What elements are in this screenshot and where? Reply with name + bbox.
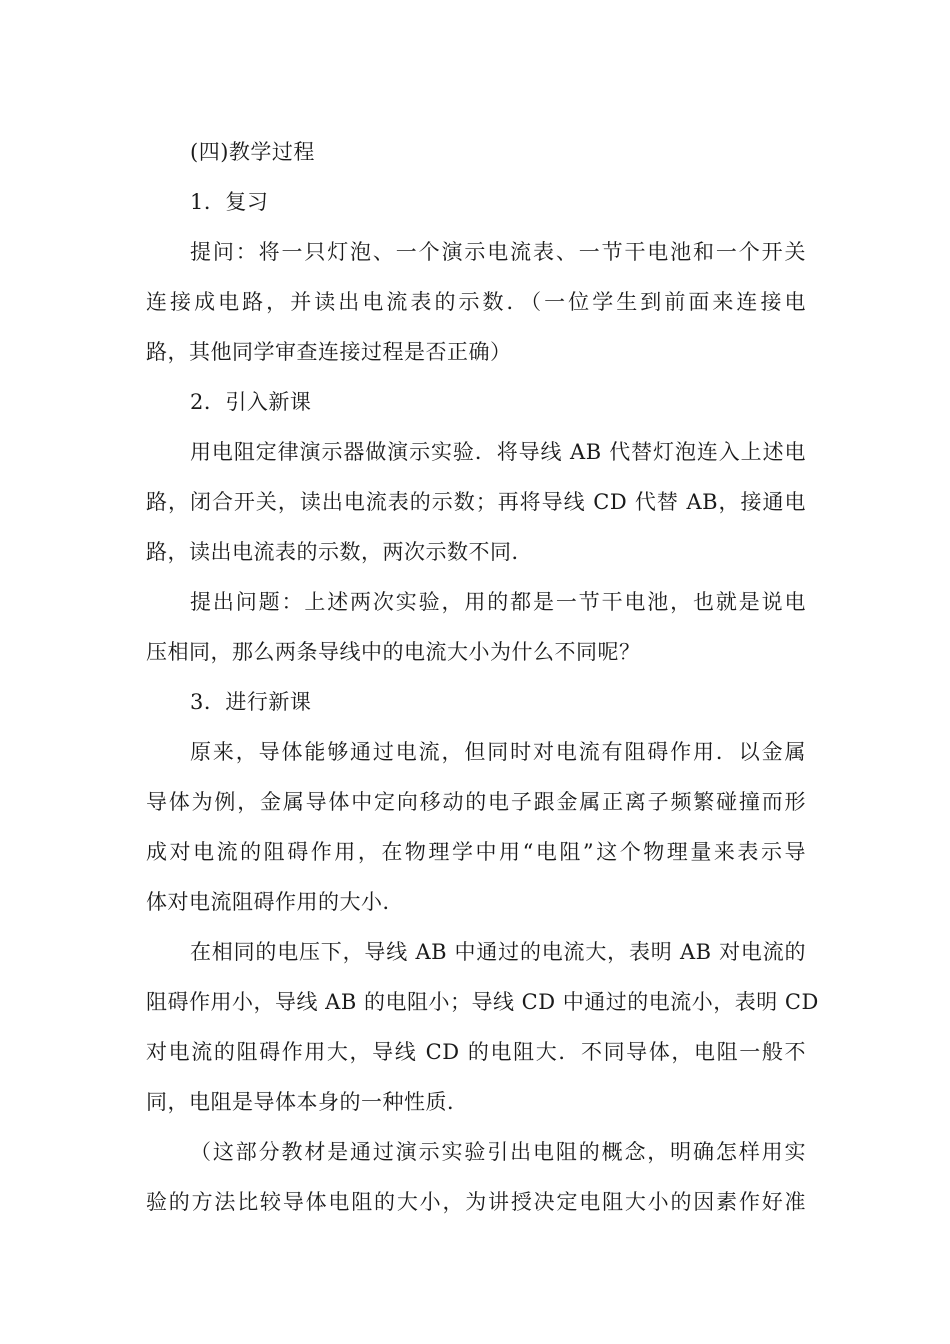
- step3-para2-line: 对电流的阻碍作用大，导线 CD 的电阻大．不同导体，电阻一般不: [146, 1040, 806, 1064]
- step2-para1-line: 路，读出电流表的示数，两次示数不同．: [146, 540, 533, 564]
- step2-para2-line: 提出问题：上述两次实验，用的都是一节干电池，也就是说电: [190, 590, 806, 614]
- step2-para1-line: 用电阻定律演示器做演示实验．将导线 AB 代替灯泡连入上述电: [190, 440, 806, 464]
- step1-para-line: 路，其他同学审查连接过程是否正确）: [146, 340, 512, 364]
- step2-heading: 2．引入新课: [190, 390, 312, 414]
- step3-para1-line: 成对电流的阻碍作用，在物理学中用“电阻”这个物理量来表示导: [146, 840, 806, 864]
- step3-para2-line: 在相同的电压下，导线 AB 中通过的电流大，表明 AB 对电流的: [190, 940, 806, 964]
- step3-para1-line: 原来，导体能够通过电流，但同时对电流有阻碍作用．以金属: [190, 740, 806, 764]
- step3-para1-line: 体对电流阻碍作用的大小．: [146, 890, 404, 914]
- step3-para2-line: 阻碍作用小，导线 AB 的电阻小；导线 CD 中通过的电流小，表明 CD: [146, 990, 819, 1014]
- section-heading: (四)教学过程: [190, 140, 315, 164]
- step3-para1-line: 导体为例，金属导体中定向移动的电子跟金属正离子频繁碰撞而形: [146, 790, 806, 814]
- step1-para-line: 提问：将一只灯泡、一个演示电流表、一节干电池和一个开关: [190, 240, 806, 264]
- step2-para2-line: 压相同，那么两条导线中的电流大小为什么不同呢？: [146, 640, 641, 664]
- step1-heading: 1．复习: [190, 190, 269, 214]
- step3-para2-line: 同，电阻是导体本身的一种性质．: [146, 1090, 469, 1114]
- step3-heading: 3．进行新课: [190, 690, 312, 714]
- step1-para-line: 连接成电路，并读出电流表的示数．（一位学生到前面来连接电: [146, 290, 806, 314]
- step3-para3-line: （这部分教材是通过演示实验引出电阻的概念，明确怎样用实: [190, 1140, 806, 1164]
- step2-para1-line: 路，闭合开关，读出电流表的示数；再将导线 CD 代替 AB，接通电: [146, 490, 806, 514]
- step3-para3-line: 验的方法比较导体电阻的大小，为讲授决定电阻大小的因素作好准: [146, 1190, 806, 1214]
